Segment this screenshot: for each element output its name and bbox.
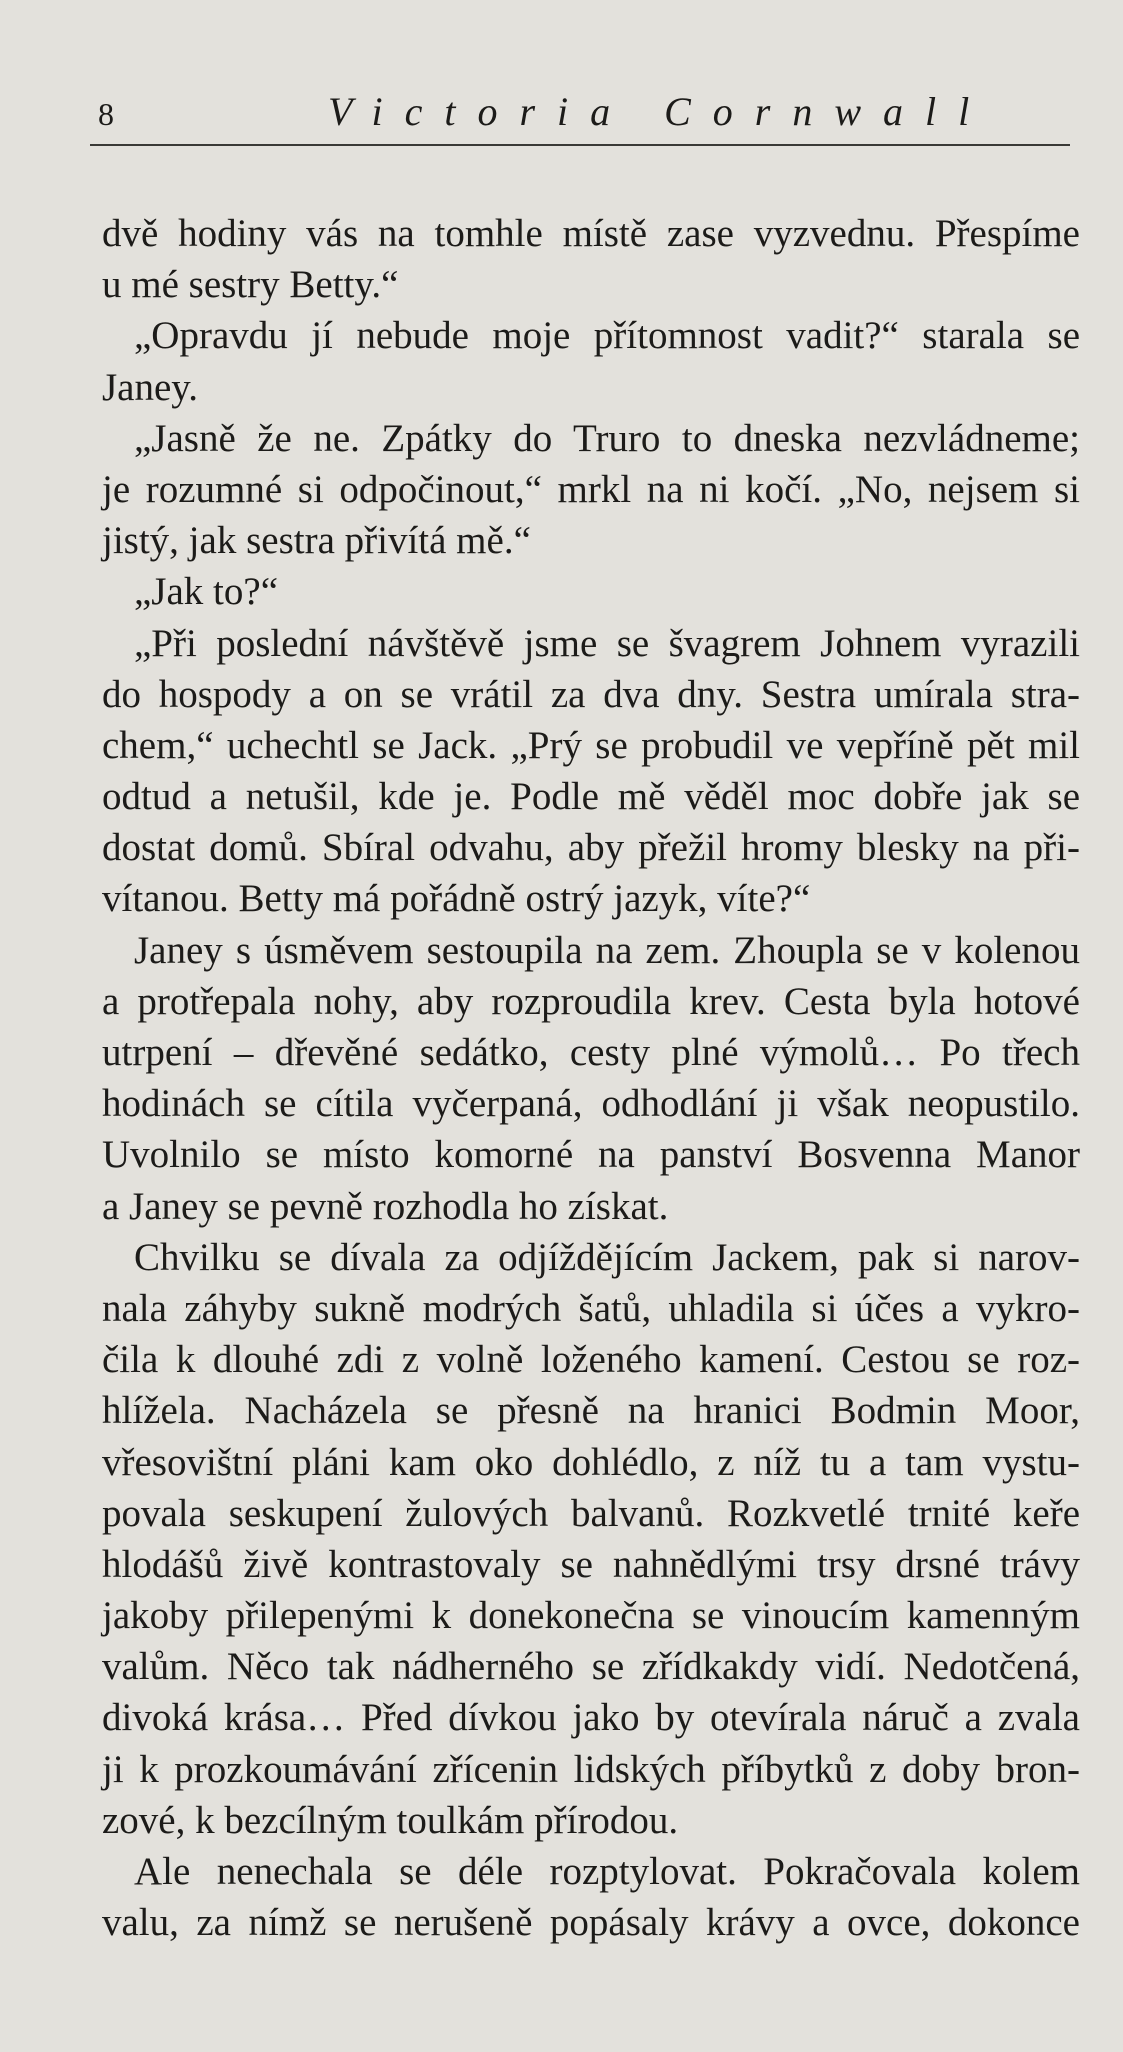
- text-line: vítanou. Betty má pořádně ostrý jazyk, víte?“: [102, 877, 811, 921]
- text-line: čila k dlouhé zdi z volně loženého kamení. Cestou se roz-: [102, 1338, 1080, 1382]
- text-line: hlodášů živě kontrastovaly se nahnědlými trsy drsné trávy: [102, 1542, 1080, 1586]
- text-line: Janey.: [102, 365, 199, 409]
- text-line: povala seskupení žulových balvanů. Rozkvetlé trnité keře: [102, 1491, 1080, 1535]
- page-header: [98, 88, 1070, 138]
- text-line: hodinách se cítila vyčerpaná, odhodlání ji však neopustilo.: [102, 1082, 1080, 1126]
- text-line: „Jak to?“: [134, 570, 279, 614]
- text-line: a Janey se pevně rozhodla ho získat.: [102, 1184, 669, 1228]
- text-line: jistý, jak sestra přivítá mě.“: [102, 519, 531, 563]
- text-line: „Jasně že ne. Zpátky do Truro to dneska nezvládneme;: [134, 416, 1080, 460]
- text-line: odtud a netušil, kde je. Podle mě věděl moc dobře jak se: [102, 775, 1080, 819]
- text-line: utrpení – dřevěné sedátko, cesty plné výmolů… Po třech: [102, 1031, 1080, 1074]
- text-line: Uvolnilo se místo komorné na panství Bosvenna Manor: [102, 1133, 1080, 1177]
- text-line: dvě hodiny vás na tomhle místě zase vyzvednu. Přespíme: [102, 212, 1080, 255]
- text-line: chem,“ uchechtl se Jack. „Prý se probudil ve vepříně pět mil: [102, 723, 1080, 767]
- text-line: hlížela. Nacházela se přesně na hranici Bodmin Moor,: [102, 1389, 1080, 1433]
- text-line: valům. Něco tak nádherného se zřídkakdy vidí. Nedotčená,: [102, 1645, 1080, 1689]
- text-line: u mé sestry Betty.“: [102, 263, 399, 307]
- body-text: [102, 208, 1080, 1948]
- text-line: Ale nenechala se déle rozptylovat. Pokračovala kolem: [134, 1850, 1080, 1893]
- text-line: zové, k bezcílným toulkám přírodou.: [102, 1798, 679, 1842]
- text-line: „Při poslední návštěvě jsme se švagrem Johnem vyrazili: [134, 621, 1080, 665]
- text-line: do hospody a on se vrátil za dva dny. Sestra umírala stra-: [102, 672, 1080, 716]
- text-line: a protřepala nohy, aby rozproudila krev. Cesta byla hotové: [102, 979, 1080, 1023]
- page-number: 8: [98, 96, 114, 132]
- text-line: valu, za nímž se nerušeně popásaly krávy a ovce, dokonce: [102, 1901, 1080, 1945]
- text-line: Chvilku se dívala za odjíždějícím Jackem, pak si narov-: [134, 1235, 1080, 1279]
- header-rule: [90, 144, 1070, 146]
- text-line: jakoby přilepenými k donekonečna se vinoucím kamenným: [102, 1594, 1080, 1638]
- text-line: „Opravdu jí nebude moje přítomnost vadit?“ starala se: [134, 314, 1080, 358]
- text-line: divoká krása… Před dívkou jako by otevírala náruč a zvala: [102, 1696, 1080, 1740]
- text-line: ji k prozkoumávání zřícenin lidských příbytků z doby bron-: [102, 1747, 1080, 1791]
- text-line: Janey s úsměvem sestoupila na zem. Zhoupla se v kolenou: [134, 928, 1080, 972]
- text-line: nala záhyby sukně modrých šatů, uhladila si účes a vykro-: [102, 1286, 1080, 1330]
- text-line: vřesovištní pláni kam oko dohlédlo, z níž tu a tam vystu-: [102, 1440, 1080, 1484]
- text-line: dostat domů. Sbíral odvahu, aby přežil hromy blesky na při-: [102, 826, 1080, 870]
- running-head: Victoria Cornwall: [328, 89, 992, 134]
- text-line: je rozumné si odpočinout,“ mrkl na ni kočí. „No, nejsem si: [102, 467, 1080, 511]
